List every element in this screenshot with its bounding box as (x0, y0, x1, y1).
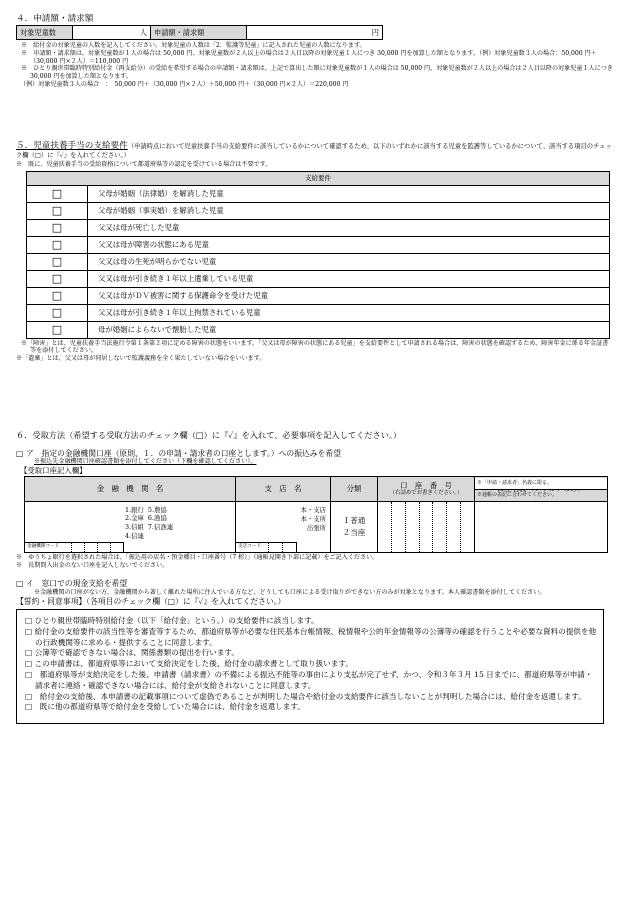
branch-code-field[interactable] (236, 542, 297, 552)
oath-item-checkbox[interactable]: □ ひとり親世帯臨時特別給付金（以下「給付金」という。）の支給要件に該当します。 (25, 616, 319, 626)
s4-note: ※ 給付金の対象児童の人数を記入してください。対象児童の人数は「2．監護等児童」に記入された児童の人数になります。 (21, 42, 366, 49)
table-row (27, 253, 610, 270)
bank-type-option[interactable]: 4.信連 (125, 531, 144, 540)
oath-item-checkbox[interactable]: □ 給付金の支給後、本申請書の記載事項について虚偽であることが判明した場合や給付金の支給要件に該当しないことが判明した場合には、給付金を返還します。 (25, 691, 586, 701)
oath-heading: 【誓約・同意事項】（各項目のチェック欄（□）に『✓』を入れてください。） (16, 597, 286, 607)
eligibility-table (26, 171, 610, 339)
eligibility-item: 父母が婚姻（事実婚）を解消した児童 (88, 202, 610, 219)
eligibility-item: 父又は母が引き続き１年以上拘禁されている児童 (88, 304, 610, 321)
bank-type-option[interactable]: 3.信組 (125, 523, 144, 532)
eligibility-checkbox[interactable]: □ (27, 219, 88, 236)
s4-note: （例）対象児童数３人の場合 ： 50,000 円＋（30,000 円×２人）＋50,000 円＋（30,000 円×２人）＝220,000 円 (20, 80, 349, 88)
child-count-field[interactable] (73, 26, 151, 39)
eligibility-checkbox[interactable]: □ (27, 304, 88, 321)
option-a-note: ※振込先金融機関口座確認書類を添付してください（下欄を確認してください）。 (34, 458, 257, 466)
account-type-option[interactable]: ２当座 (342, 527, 366, 537)
oath-box (16, 609, 604, 724)
eligibility-item: 母が婚姻によらないで懐胎した児童 (88, 321, 610, 338)
section-5-heading: ５．児童扶養手当の支給要件 (16, 141, 128, 151)
eligibility-checkbox[interactable]: □ (27, 202, 88, 219)
bank-code-field[interactable] (25, 542, 124, 552)
section-6 (16, 430, 614, 724)
eligibility-checkbox[interactable]: □ (27, 321, 88, 338)
eligibility-item: 父又は母がＤＶ被害に関する保護命令を受けた児童 (88, 287, 610, 304)
oath-item-checkbox[interactable]: □ この申請書は、都道府県等において支給決定をした後、給付金の請求書として取り扱います。 (25, 659, 353, 669)
bank-type-option[interactable]: 7.信漁連 (147, 523, 174, 532)
table-row (27, 304, 610, 321)
oath-item-checkbox[interactable]: □ 都道府県等が支給決定をした後、申請書（請求書）の不備による振込不能等の事由により支払が完了せず、かつ、令和３年３月 15 日までに、都道府県等が申請・請求者に連絡・確認できない場合には、給付金が支給されないことに同意します。 (25, 669, 593, 690)
amount-label: 申請額・請求額 (151, 26, 247, 39)
table-row (27, 202, 610, 219)
table-row (27, 185, 610, 202)
account-type-option[interactable]: １普通 (342, 516, 366, 526)
eligibility-item: 父又は母が障害の状態にある児童 (88, 236, 610, 253)
account-section-title: 【受取口座記入欄】 (20, 466, 87, 476)
table-row (27, 321, 610, 338)
section-4-heading: ４．申請額・請求額 (16, 14, 94, 24)
bank-type-option[interactable]: 6.漁協 (147, 514, 167, 523)
eligibility-checkbox[interactable]: □ (27, 270, 88, 287)
table-row (27, 236, 610, 253)
oath-item-checkbox[interactable]: □ 既に他の都道府県等で給付金を受給していた場合には、給付金を返還します。 (25, 702, 305, 712)
bank-name-field[interactable] (25, 501, 236, 552)
table-row (27, 219, 610, 236)
section-4 (16, 14, 614, 89)
col-bank: 金 融 機 関 名 (25, 476, 236, 501)
section-5-heading-note: （申請時点において児童扶養手当の支給要件に該当しているかについて確認するため、以下のいずれかに該当する児童を監護等しているかについて、該当する項目のチェック欄（□）に『✓』を入れてください。） (16, 143, 612, 160)
account-note: ※ 長期間入出金のない口座を記入しないでください。 (16, 561, 169, 569)
col-branch: 支 店 名 (236, 476, 331, 501)
oath-item-checkbox[interactable]: □ 公簿等で確認できない場合は、関係書類の提出を行います。 (25, 648, 240, 658)
bank-type-option[interactable]: 2.金庫 (125, 514, 144, 523)
eligibility-checkbox[interactable]: □ (27, 236, 88, 253)
oath-item-checkbox[interactable]: □ 給付金の支給要件の該当性等を審査等するため、都道府県等が必要な住民基本台帳情報、税情報や公的年金情報等の公簿等の確認を行うことや必要な資料の提供を他の行政機関等に求める・提供することに同意します。 (25, 626, 597, 647)
option-a-checkbox[interactable]: □ ア 指定の金融機関口座（原則、１．の申請・請求者の口座とします。）への振込みを希望 (16, 448, 341, 458)
bank-code-label: 金融機関コード (27, 544, 60, 550)
s5-pre-note: ※ 既に、児童扶養手当の受給資格について都道府県等の認定を受けている場合は不要です。 (16, 160, 272, 168)
branch-type-option[interactable]: 本・支所 (300, 515, 326, 524)
count-unit: 人 (139, 27, 147, 37)
eligibility-header: 支給要件 (27, 171, 610, 185)
bank-type-option[interactable]: 1.銀行 (125, 505, 144, 514)
count-label: 対象児童数 (17, 26, 73, 39)
s5-note: ※「障害」とは、児童扶養手当法施行令第１条第２項に定める障害の状態をいいます。「父又は母が障害の状態にある児童」を支給要件として申請される場合は、障害の状態を確認するため、障害年金に係る年金証書等を添付してください。 (21, 339, 609, 355)
section-6-heading: ６．受取方法（希望する受取方法のチェック欄（□）に『✓』を入れて、必要事項を記入してください。） (16, 430, 402, 440)
branch-code-label: 支店コード (238, 544, 261, 550)
col-number-note: （右詰めでお書きください。） (389, 490, 463, 497)
eligibility-item: 父又は母の生死が明らかでない児童 (88, 253, 610, 270)
branch-type-option[interactable]: 出張所 (306, 524, 326, 533)
eligibility-checkbox[interactable]: □ (27, 287, 88, 304)
section-5 (16, 140, 614, 363)
branch-type-option[interactable]: 本・支店 (300, 505, 326, 514)
branch-name-field[interactable] (236, 501, 331, 552)
eligibility-checkbox[interactable]: □ (27, 253, 88, 270)
eligibility-item: 父又は母が引き続き１年以上遺棄している児童 (88, 270, 610, 287)
s4-note: ※ 申請額・請求額は、対象児童数が１人の場合は 50,000 円、対象児童数が２人以上の場合は２人目以降の対象児童１人につき 30,000 円を加算した額となります。（例）対象児童数３人の場合：50,000 円＋（30,000 円×２人）＝110,000 円 (21, 49, 597, 65)
option-b-note: ※金融機関の口座がない方、金融機関から著しく離れた場所に住んでいる方など、どうしても口座による受け取りができない方のみが対象となります。本人確認書類を添付してください。 (34, 589, 546, 597)
holder-note-2: ※通帳の表記に合わせてください。 (477, 491, 558, 498)
col-number: 口 座 番 号 (400, 480, 452, 490)
amount-unit: 円 (371, 27, 379, 37)
account-note: ※ ゆうちょ銀行を選択された場合は、「振込用の店名・預金種目・口座番号（7 桁）」（通帳見開き下部に記載）をご記入ください。 (16, 553, 379, 561)
amount-field[interactable] (247, 26, 382, 39)
col-type: 分類 (331, 476, 378, 501)
account-holder-field[interactable] (475, 479, 608, 552)
holder-note-1: ※「申請・請求者」名義に限る。 (475, 478, 607, 490)
table-row (27, 287, 610, 304)
option-b-checkbox[interactable]: □ イ 窓口での現金支給を希望 (16, 579, 128, 589)
s5-note: ※「遺棄」とは、父又は母が同居しないで監護義務を全く果たしていない場合をいいます。 (16, 355, 266, 363)
account-number-field[interactable] (378, 501, 475, 552)
eligibility-item: 父又は母が死亡した児童 (88, 219, 610, 236)
bank-type-option[interactable]: 5.農協 (147, 505, 167, 514)
eligibility-checkbox[interactable]: □ (27, 185, 88, 202)
s4-note: ※ ひとり親世帯臨時特別給付金（再支給分）の受給を希望する場合の申請額・請求額は、上記で算出した額に対象児童数が１人の場合は 50,000 円、対象児童数が２人以上の場合は２人目以降の対象児童１人につき 30,000 円を加算した額となります。 (21, 65, 613, 81)
eligibility-item: 父母が婚姻（法律婚）を解消した児童 (88, 185, 610, 202)
account-table (24, 476, 608, 553)
table-row (27, 270, 610, 287)
amount-row (16, 25, 383, 40)
